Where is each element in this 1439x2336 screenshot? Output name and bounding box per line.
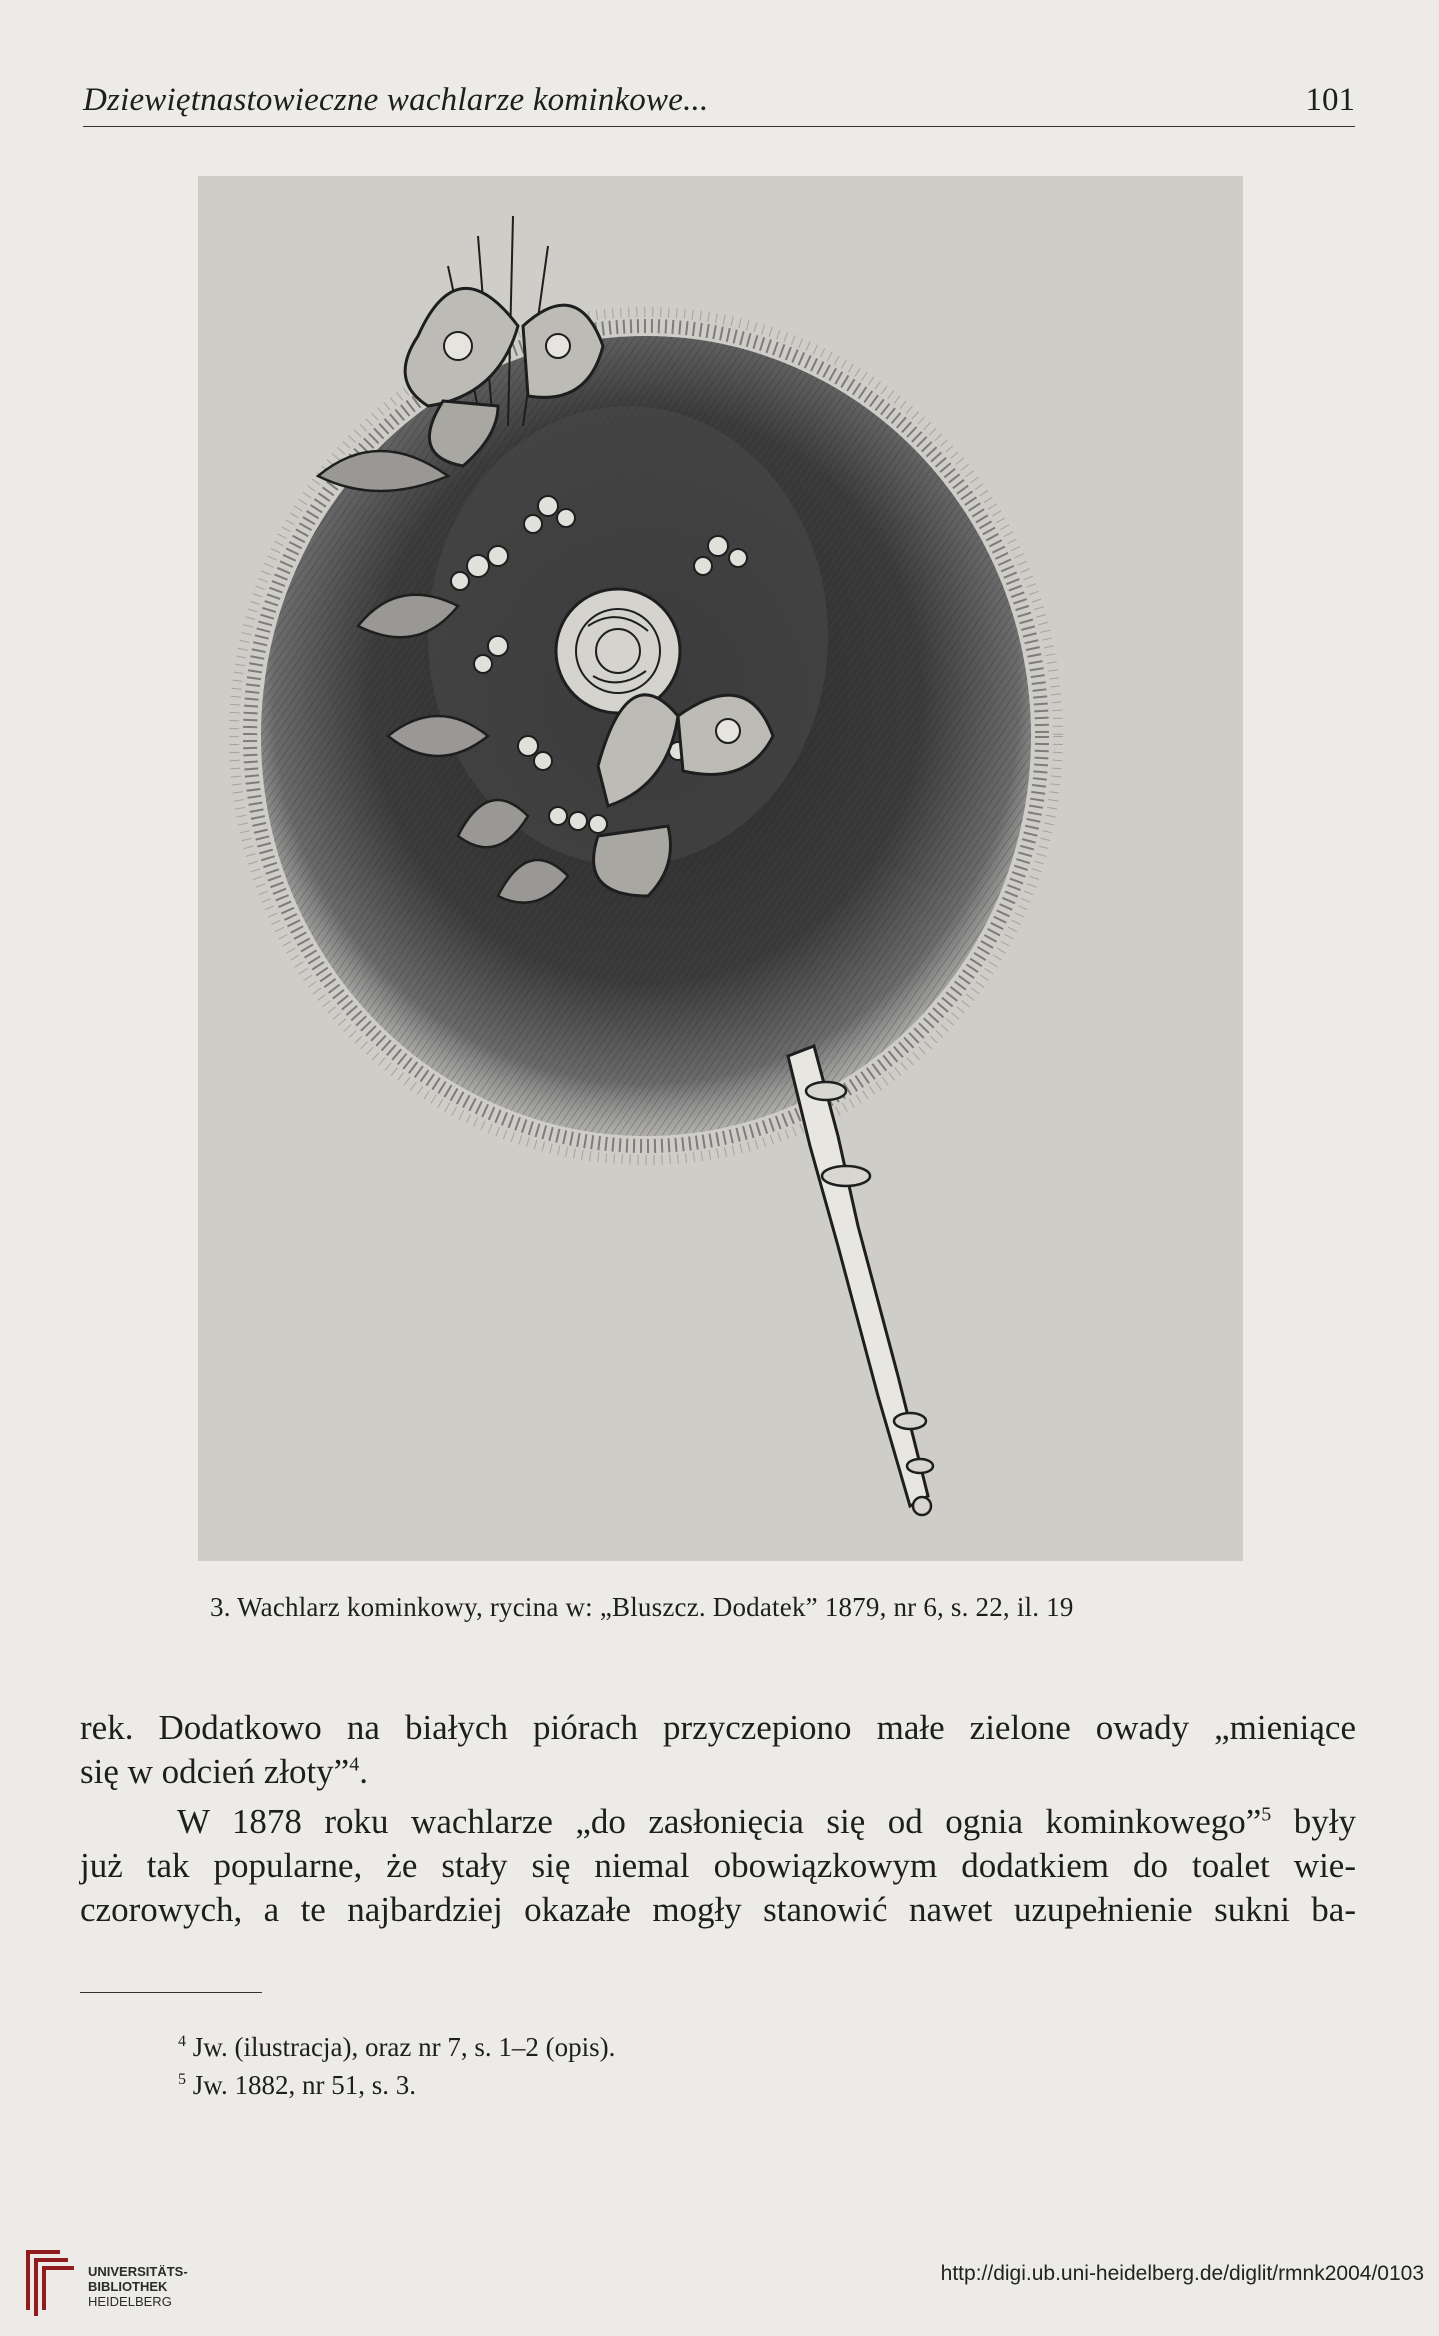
footnote-ref[interactable]: 5 — [1261, 1803, 1272, 1826]
rose-flower — [556, 589, 680, 713]
figure-caption: 3. Wachlarz kominkowy, rycina w: „Bluszcz. Dodatek” 1879, nr 6, s. 22, il. 19 — [210, 1592, 1074, 1622]
source-url-link[interactable]: http://digi.ub.uni-heidelberg.de/diglit/rmnk2004/0103 — [940, 2262, 1424, 2285]
footnote-number: 4 — [178, 2033, 186, 2050]
text-line: czorowych, a te najbardziej okazałe mogły stanowić nawet uzupełnienie sukni ba- — [80, 1890, 1356, 1929]
fan-handle — [788, 1046, 933, 1515]
body-text — [80, 1706, 1356, 1932]
fan-illustration — [198, 176, 1243, 1561]
library-name-line: BIBLIOTHEK — [88, 2279, 168, 2294]
footnote-separator — [80, 1992, 262, 1993]
footnote — [178, 2028, 615, 2066]
footnote-ref[interactable]: 4 — [349, 1753, 360, 1776]
text-line: już tak popularne, że stały się niemal obowiązkowym dodatkiem do toalet wie- — [80, 1846, 1356, 1885]
paragraph-2 — [80, 1800, 1356, 1932]
library-name — [88, 2264, 188, 2309]
library-logo-icon — [20, 2240, 82, 2320]
running-title: Dziewiętnastowieczne wachlarze kominkowe... — [83, 82, 709, 118]
text-run: były — [1271, 1802, 1356, 1841]
text-line: rek. Dodatkowo na białych piórach przyczepiono małe zielone owady „mieniące — [80, 1708, 1356, 1747]
library-name-line: HEIDELBERG — [88, 2294, 172, 2309]
text-run: się w odcień złoty” — [80, 1752, 350, 1791]
paragraph-1 — [80, 1706, 1356, 1794]
text-run: . — [359, 1752, 368, 1791]
running-header — [83, 78, 1355, 127]
text-line — [80, 1800, 1356, 1844]
library-name-line: UNIVERSITÄTS- — [88, 2264, 188, 2279]
page-number: 101 — [1305, 82, 1355, 118]
footnote — [178, 2066, 615, 2104]
footnote-text: Jw. (ilustracja), oraz nr 7, s. 1–2 (opis). — [186, 2032, 616, 2062]
fan-engraving — [198, 176, 1243, 1561]
library-logo-graphic — [20, 2240, 82, 2320]
footnote-number: 5 — [178, 2071, 186, 2088]
footnotes — [178, 2028, 615, 2104]
text-run: W 1878 roku wachlarze „do zasłonięcia się od ognia kominkowego” — [177, 1802, 1262, 1841]
text-line — [80, 1750, 1356, 1794]
footnote-text: Jw. 1882, nr 51, s. 3. — [186, 2070, 417, 2100]
